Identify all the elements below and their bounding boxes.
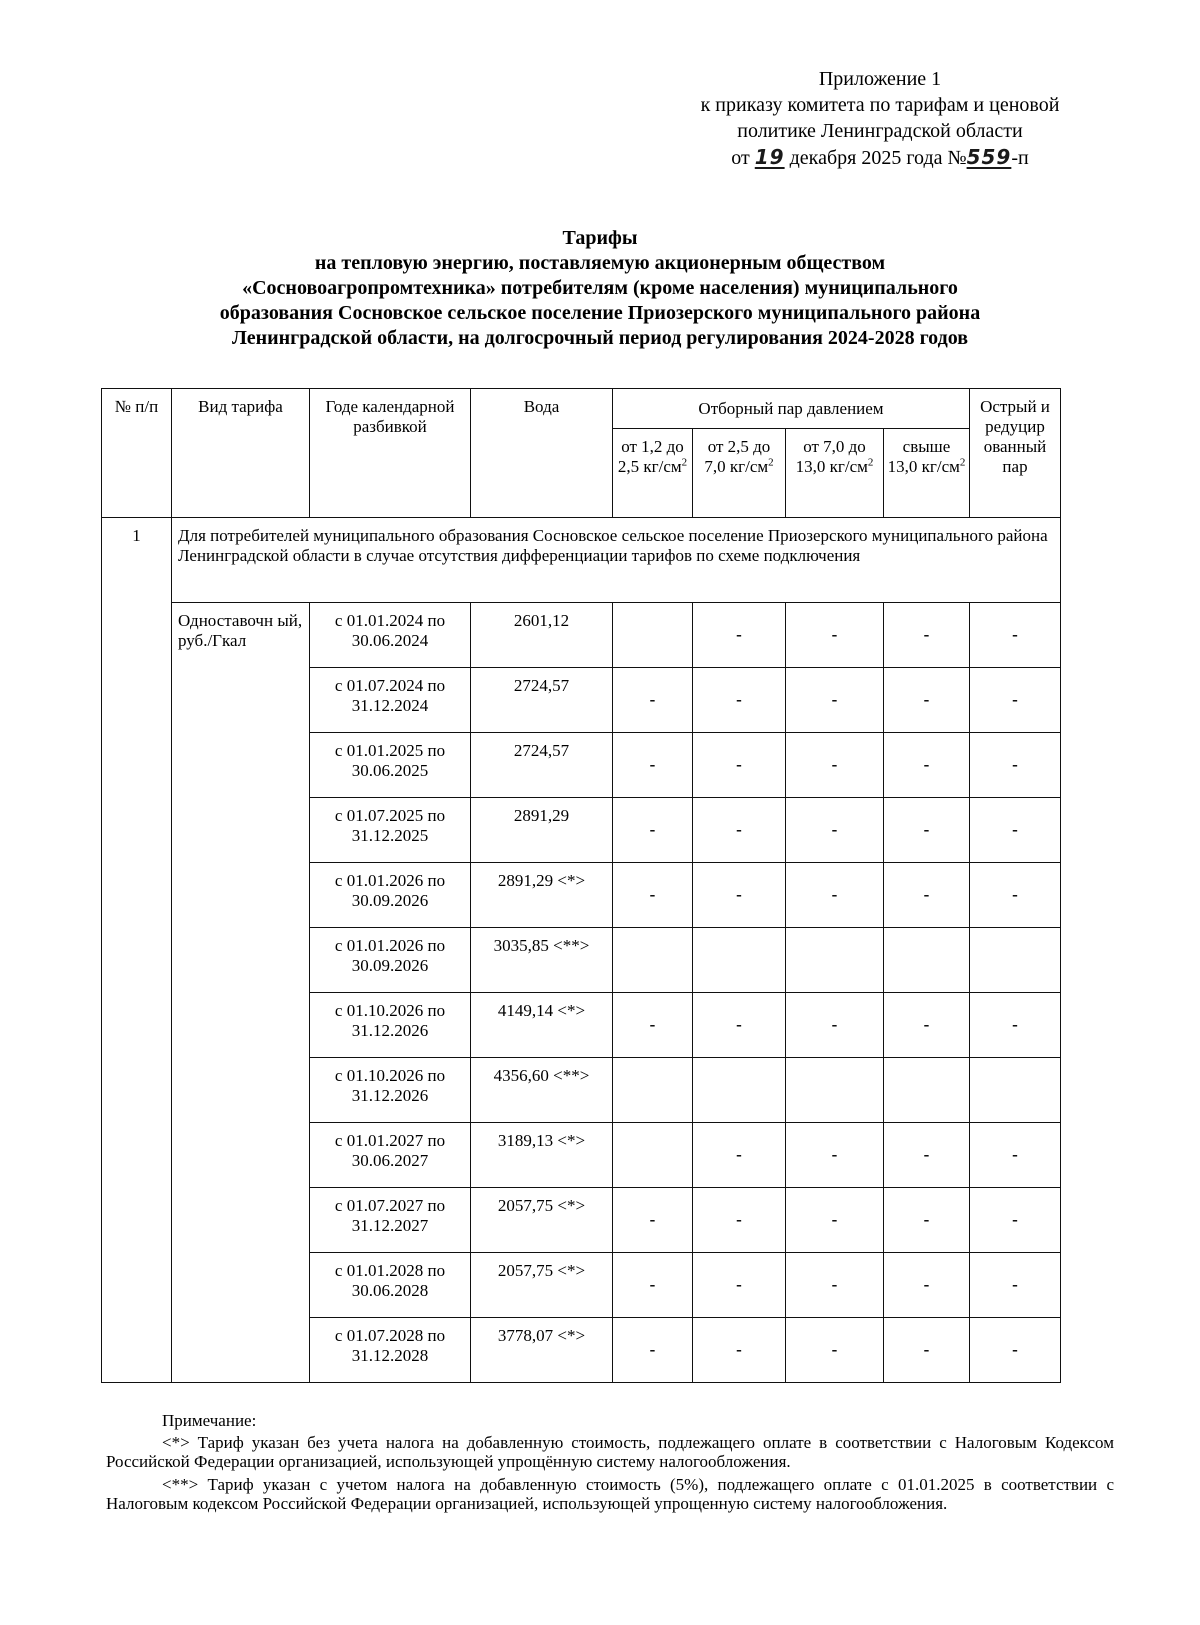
acute-steam-cell: - [970, 993, 1061, 1058]
steam-tariff-cell: - [613, 798, 693, 863]
water-tariff-cell: 2891,29 [471, 798, 613, 863]
water-tariff-cell: 2057,75 <*> [471, 1253, 613, 1318]
steam-tariff-cell: - [693, 668, 786, 733]
order-number: 559 [966, 145, 1012, 169]
steam-tariff-cell [786, 1058, 884, 1123]
header-row-1 [102, 389, 1061, 429]
title-line-3: «Сосновоагропромтехника» потребителям (кроме населения) муниципального [242, 277, 958, 299]
steam-tariff-cell: - [884, 603, 970, 668]
water-tariff-cell: 4356,60 <**> [471, 1058, 613, 1123]
steam-tariff-cell: - [613, 1318, 693, 1383]
steam-tariff-cell: - [884, 1123, 970, 1188]
steam-tariff-cell [613, 1123, 693, 1188]
steam-tariff-cell: - [613, 1253, 693, 1318]
title-line-1: Тарифы [562, 227, 638, 249]
steam-tariff-cell [613, 928, 693, 993]
period-cell: с 01.07.2025 по 31.12.2025 [310, 798, 471, 863]
steam-tariff-cell: - [786, 863, 884, 928]
water-tariff-cell: 2057,75 <*> [471, 1188, 613, 1253]
notes-title: Примечание: [162, 1411, 257, 1430]
tariff-row [102, 603, 1061, 668]
group-row [102, 518, 1061, 603]
acute-steam-cell: - [970, 603, 1061, 668]
steam-tariff-cell [884, 1058, 970, 1123]
header-num: № п/п [102, 389, 172, 518]
acute-steam-cell: - [970, 1318, 1061, 1383]
water-tariff-cell: 2601,12 [471, 603, 613, 668]
steam-tariff-cell: - [884, 733, 970, 798]
steam-tariff-cell: - [884, 1253, 970, 1318]
steam-tariff-cell: - [693, 1253, 786, 1318]
period-cell: с 01.10.2026 по 31.12.2026 [310, 993, 471, 1058]
steam-tariff-cell: - [786, 1188, 884, 1253]
steam-tariff-cell: - [884, 1318, 970, 1383]
period-cell: с 01.01.2028 по 30.06.2028 [310, 1253, 471, 1318]
water-tariff-cell: 2724,57 [471, 668, 613, 733]
document-title [120, 226, 1080, 351]
tariff-kind: Одноставочн ый, руб./Гкал [172, 603, 310, 1383]
water-tariff-cell: 2724,57 [471, 733, 613, 798]
period-cell: с 01.01.2025 по 30.06.2025 [310, 733, 471, 798]
steam-tariff-cell: - [786, 993, 884, 1058]
steam-tariff-cell [693, 928, 786, 993]
water-tariff-cell: 3778,07 <*> [471, 1318, 613, 1383]
steam-tariff-cell: - [613, 993, 693, 1058]
order-reference [640, 144, 1120, 171]
steam-tariff-cell: - [786, 668, 884, 733]
header-steam: Отборный пар давлением [613, 389, 970, 429]
header-steam-col-3: от 7,0 до 13,0 $кг/см^2$ [786, 429, 884, 518]
steam-tariff-cell: - [613, 863, 693, 928]
header-kind: Вид тарифа [172, 389, 310, 518]
header-steam-col-2: от 2,5 до 7,0 $кг/см^2$ [693, 429, 786, 518]
group-number: 1 [102, 518, 172, 1383]
period-cell: с 01.01.2026 по 30.09.2026 [310, 863, 471, 928]
order-suffix: -п [1011, 147, 1029, 169]
header-steam-col-4: свыше 13,0 $кг/см^2$ [884, 429, 970, 518]
header-water: Вода [471, 389, 613, 518]
appendix-line-2: к приказу комитета по тарифам и ценовой [700, 94, 1060, 116]
order-mid: декабря 2025 года № [789, 147, 967, 169]
steam-tariff-cell [884, 928, 970, 993]
acute-steam-cell: - [970, 798, 1061, 863]
steam-tariff-cell: - [693, 863, 786, 928]
water-tariff-cell: 4149,14 <*> [471, 993, 613, 1058]
steam-tariff-cell: - [786, 1318, 884, 1383]
steam-tariff-cell: - [693, 603, 786, 668]
acute-steam-cell: - [970, 1253, 1061, 1318]
steam-tariff-cell [613, 1058, 693, 1123]
steam-tariff-cell: - [693, 1188, 786, 1253]
appendix-line-3: политике Ленинградской области [737, 120, 1023, 142]
steam-tariff-cell: - [786, 1123, 884, 1188]
steam-tariff-cell: - [884, 798, 970, 863]
header-acute: Острый и редуцир ованный пар [970, 389, 1061, 518]
steam-tariff-cell: - [693, 733, 786, 798]
period-cell: с 01.10.2026 по 31.12.2026 [310, 1058, 471, 1123]
period-cell: с 01.07.2027 по 31.12.2027 [310, 1188, 471, 1253]
acute-steam-cell: - [970, 668, 1061, 733]
steam-tariff-cell: - [693, 993, 786, 1058]
acute-steam-cell: - [970, 1188, 1061, 1253]
steam-tariff-cell: - [884, 863, 970, 928]
acute-steam-cell [970, 1058, 1061, 1123]
period-cell: с 01.07.2028 по 31.12.2028 [310, 1318, 471, 1383]
order-prefix: от [731, 147, 750, 169]
acute-steam-cell: - [970, 1123, 1061, 1188]
steam-tariff-cell: - [786, 733, 884, 798]
steam-tariff-cell: - [884, 993, 970, 1058]
group-description: Для потребителей муниципального образования Сосновское сельское поселение Приозерского муниципального района Ленинградской области в случае отсутствия дифференциации тарифов по схеме подключения [172, 518, 1061, 603]
steam-tariff-cell: - [884, 1188, 970, 1253]
steam-tariff-cell: - [786, 798, 884, 863]
appendix-line-1: Приложение 1 [818, 68, 942, 90]
steam-tariff-cell: - [613, 1188, 693, 1253]
period-cell: с 01.01.2027 по 30.06.2027 [310, 1123, 471, 1188]
appendix-block [640, 66, 1120, 171]
order-day: 19 [754, 145, 785, 169]
acute-steam-cell: - [970, 863, 1061, 928]
notes-block [106, 1411, 1114, 1517]
header-steam-col-1: от 1,2 до 2,5 $кг/см^2$ [613, 429, 693, 518]
water-tariff-cell: 3035,85 <**> [471, 928, 613, 993]
steam-tariff-cell [693, 1058, 786, 1123]
steam-tariff-cell: - [884, 668, 970, 733]
steam-tariff-cell [613, 603, 693, 668]
period-cell: с 01.07.2024 по 31.12.2024 [310, 668, 471, 733]
steam-tariff-cell: - [613, 668, 693, 733]
acute-steam-cell [970, 928, 1061, 993]
steam-tariff-cell: - [693, 1123, 786, 1188]
note-1: <*> Тариф указан без учета налога на добавленную стоимость, подлежащего оплате в соответствии с Налоговым Кодексом Российской Федерации организацией, использующей упрощённую систему налогообложения. [106, 1433, 1114, 1471]
steam-tariff-cell: - [693, 1318, 786, 1383]
tariff-table [101, 388, 1061, 1383]
steam-tariff-cell: - [786, 1253, 884, 1318]
period-cell: с 01.01.2024 по 30.06.2024 [310, 603, 471, 668]
acute-steam-cell: - [970, 733, 1061, 798]
period-cell: с 01.01.2026 по 30.09.2026 [310, 928, 471, 993]
steam-tariff-cell: - [693, 798, 786, 863]
header-year: Годе календарной разбивкой [310, 389, 471, 518]
title-line-5: Ленинградской области, на долгосрочный период регулирования 2024-2028 годов [231, 327, 969, 349]
water-tariff-cell: 2891,29 <*> [471, 863, 613, 928]
water-tariff-cell: 3189,13 <*> [471, 1123, 613, 1188]
steam-tariff-cell: - [786, 603, 884, 668]
steam-tariff-cell [786, 928, 884, 993]
steam-tariff-cell: - [613, 733, 693, 798]
title-line-4: образования Сосновское сельское поселение Приозерского муниципального района [219, 302, 981, 324]
note-2: <**> Тариф указан с учетом налога на добавленную стоимость (5%), подлежащего оплате с 01.01.2025 в соответствии с Налоговым кодексом Российской Федерации организацией, использующей упрощенную систему налогообложения. [106, 1475, 1114, 1513]
title-line-2: на тепловую энергию, поставляемую акционерным обществом [314, 252, 886, 274]
